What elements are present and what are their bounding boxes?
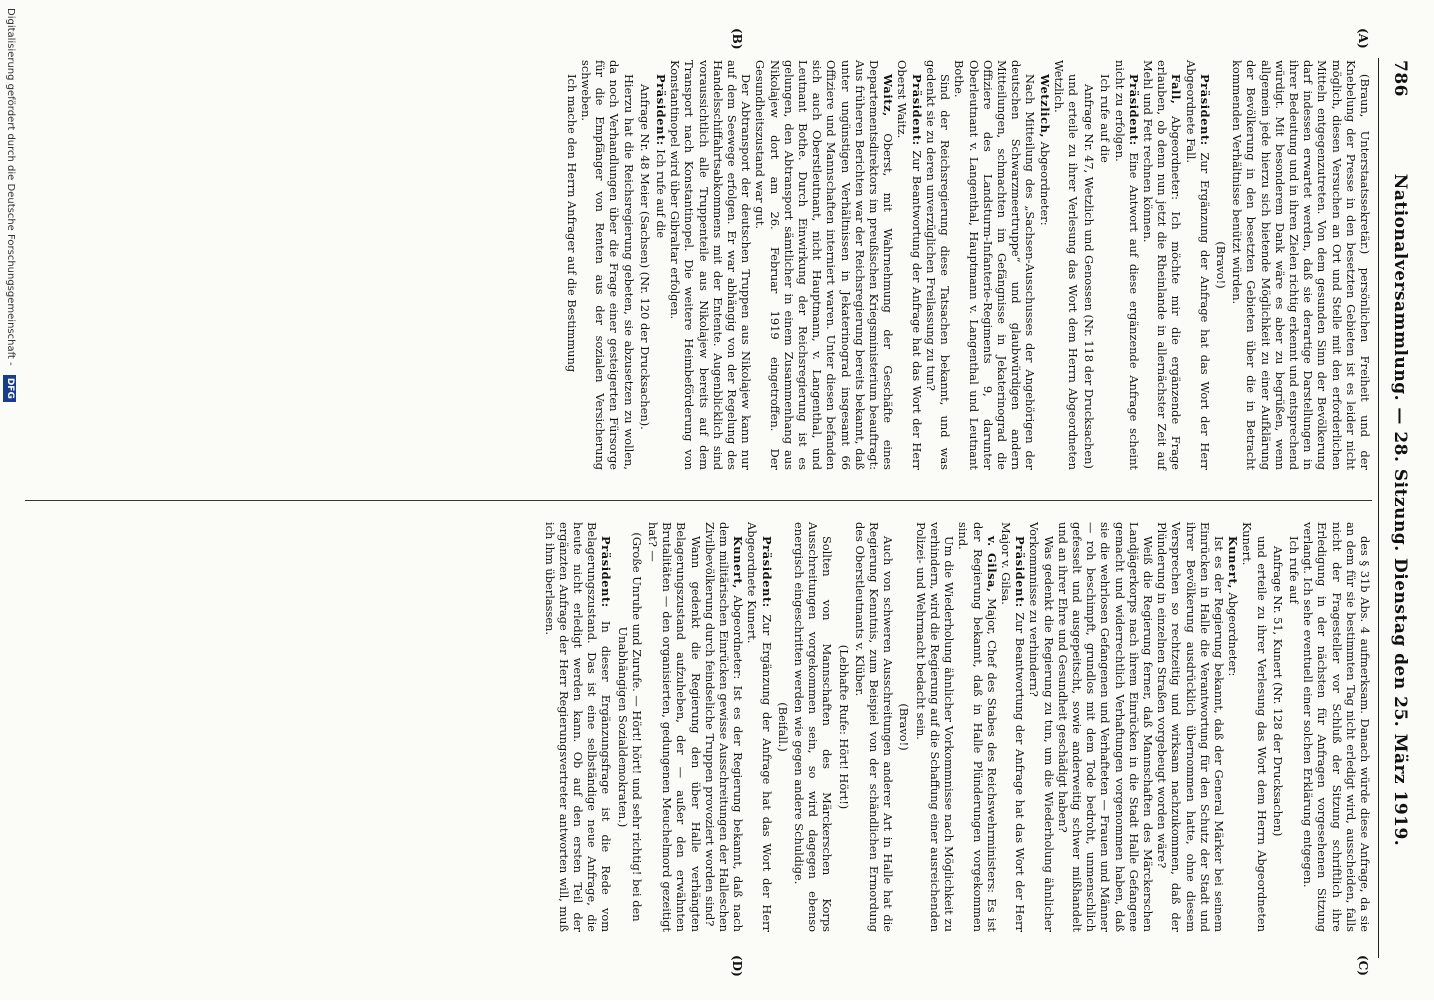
- margin-marker-a: (A): [1356, 28, 1370, 49]
- margin-marker-b: (B): [730, 28, 744, 50]
- speaker-name: Präsident:: [654, 74, 669, 146]
- body-paragraph: Wann gedenkt die Regierung den über Halle verhängten Belagerungszustand aufzuheben, der — außer den erwähnten Brutalitäten — den organisierten, gedungenen Meuchelmord gezeitigt hat? —: [646, 522, 703, 932]
- speech-text: Abgeordneter: Ich möchte mir die ergänzende Frage erlauben, ob denn nun jetzt die Rheinlande in allernächster Zeit auf Mehl und Fett rechnen können.: [1140, 60, 1184, 470]
- speech-paragraph: [703, 522, 746, 932]
- speech-text: Abgeordneter: Ist es der Regierung bekannt, daß nach dem militärischen Einrücken gewisse Ausschreitungen der Halleschen Zivilbevölkerung durch feindseliche Truppen provoziert worden sind?: [702, 522, 746, 933]
- body-paragraph: (Braun, Unterstaatssekretär.) persönlichen Freiheit und der Knebelung der Presse in den besetzten Gebieten ist es leider nicht möglich, diesen Versuchen an Ort und Stelle mit den erforderlichen Mitteln entgegenzutreten. Von dem gesunden Sinn der Bevölkerung darf indessen erwartet werden, daß sie derartige Darstellungen in ihrer Bedeutung und in ihren Zielen richtig erkennt und entsprechend würdigt. Mit besonderem Dank wäre es aber zu begrüßen, wenn allgemein jede hierzu sich bietende Möglichkeit zu einer Aufklärung der Bevölkerung in den besetzten Gebieten über die in Betracht kommenden Verhältnisse benützt würden.: [1230, 60, 1372, 470]
- page-header: [1382, 60, 1416, 960]
- speaker-name: Präsident:: [1126, 74, 1141, 146]
- stage-direction: (Bravo!): [897, 703, 912, 751]
- speech-text: Ich rufe auf die: [654, 149, 669, 239]
- speech-paragraph: [542, 522, 613, 932]
- page-number: 786: [1390, 60, 1410, 97]
- speaker-name: Waitz,: [881, 74, 896, 117]
- running-title: Nationalversammlung. — 28. Sitzung. Dienstag den 25. März 1919.: [1390, 173, 1410, 847]
- body-paragraph: und erteile zu ihrer Verlesung das Wort dem Herrn Abgeordneten Wetzlich.: [1051, 60, 1080, 470]
- stage-direction: (Bravo!): [1213, 241, 1228, 289]
- speech-text: Abgeordneter:: [1226, 592, 1241, 677]
- speech-paragraph: [654, 60, 668, 470]
- body-paragraph: Ist es der Regierung bekannt, daß der General Märker bei seinem Einrücken in Halle die Verantwortung für den Schutz der Stadt und ihrer Bevölkerung ausdrücklich übernommen hatte, ohne diesem Versprechen so rechtzeitig und wirksam nachzukommen, daß der Plünderung in einzelnen Straßen vorgebeugt worden wäre?: [1155, 522, 1226, 932]
- speech-paragraph: [895, 60, 923, 470]
- header-rule: [1378, 58, 1379, 958]
- speech-text: Oberst, mit Wahrnehmung der Geschäfte eines Departementsdirektors im preußischen Kriegsministerium beauftragt: Aus früheren Berichten war der Reichsregierung bereits bekannt, daß unter ungünstigen Verhältnissen in Jekaterinograd insgesamt 66 Offiziere und Mannschaften interniert waren. Unter diesen befanden sich auch Oberstleutnant, nicht Hauptmann, v. Langenthal, und Leutnant Bothe. Durch Einwirkung der Reichsregierung ist es gelungen, den Abtransport sämtlicher in einem Zusammenhang aus Nikolajew dort am 26. Februar 1919 eingetroffen. Der Gesundheitszustand war gut.: [753, 60, 896, 470]
- speaker-name: Präsident:: [759, 536, 774, 608]
- credit-text: Digitalisierung gefördert durch die Deutsche Forschungsgemeinschaft -: [5, 8, 16, 366]
- stage-direction: (Lebhafte Rufe: Hört! Hört!): [836, 644, 851, 810]
- speech-text: Zur Beantwortung der Anfrage hat das Wort der Herr Oberst Waitz.: [895, 60, 924, 470]
- body-paragraph: des § 31b Abs. 4 aufmerksam. Danach würde diese Anfrage, da sie an dem für sie bestimmten Tag nicht erledigt wird, ausscheiden, falls nicht der Fragesteller vor Schluß der Sitzung schriftlich ihre Erledigung in der nächsten für Anfragen vorgesehenen Sitzung verlangt. Ich sehe eventuell einer solchen Erklärung entgegen.: [1301, 522, 1372, 932]
- speech-paragraph: [999, 522, 1027, 932]
- right-column: [542, 522, 1372, 932]
- body-paragraph: Sollten von Mannschaften des Märckerschen Korps Ausschreitungen vorgekommen sein, so wird dagegen ebenso energisch eingeschritten werden wie gegen andere Schuldige.: [792, 522, 835, 932]
- digitization-credit: [0, 0, 20, 1008]
- speaker-name: Präsident:: [599, 536, 614, 608]
- speech-paragraph: [1112, 60, 1140, 470]
- speech-paragraph: [1037, 60, 1051, 470]
- inquiry-reference: Anfrage Nr. 48 Meier (Sachsen) (Nr. 120 der Drucksachen).: [637, 84, 652, 430]
- speaker-name: Fall,: [1169, 74, 1184, 105]
- margin-marker-d: (D): [730, 955, 744, 977]
- speech-text: Zur Ergänzung der Anfrage hat das Wort der Herr Abgeordnete Kunert.: [745, 522, 774, 932]
- speech-text: Eine Antwort auf diese ergänzende Anfrage scheint nicht zu erfolgen.: [1112, 60, 1141, 470]
- body-paragraph: Um die Wiederholung ähnlicher Vorkommnisse nach Möglichkeit zu verhindern, wird die Regierung auf die Schaffung einer ausreichenden Polizei- und Wehrmacht bedacht sein.: [913, 522, 957, 932]
- speech-paragraph: [1183, 60, 1211, 470]
- speech-paragraph: [1226, 522, 1240, 932]
- inquiry-reference: Anfrage Nr. 51, Kunert (Nr. 128 der Drucksachen): [1270, 546, 1285, 837]
- body-paragraph: Nach Mitteilung des „Sachsen-Ausschusses der Angehörigen der deutschen Schwarzmeertruppe“ und glaubwürdigen andern Mitteilungen, schmachten im Gefängnisse in Jekaterinograd die Offiziere des Landsturm-Infanterie-Regiments 9, darunter Oberleutnant v. Langenthal, Hauptmann v. Langenthal und Leutnant Bothe.: [952, 60, 1038, 470]
- speaker-name: Wetzlich,: [1037, 74, 1052, 139]
- stage-direction: (Große Unruhe und Zurufe. — Hört! hört! und sehr richtig! bei den Unabhängigen Sozialdemokraten.): [615, 532, 644, 922]
- speaker-name: v. Gilsa,: [984, 536, 999, 593]
- speech-text: Zur Ergänzung der Anfrage hat das Wort der Herr Abgeordnete Fall.: [1183, 60, 1212, 470]
- speaker-name: Präsident:: [1013, 536, 1028, 608]
- body-paragraph: Ich rufe auf die: [1098, 74, 1113, 163]
- body-paragraph: Ich rufe auf: [1286, 536, 1301, 604]
- body-paragraph: Auch von schweren Ausschreitungen anderer Art in Halle hat die Regierung Kenntnis, zum Beispiel von der schändlichen Ermordung des Oberstleutnants v. Klüber.: [852, 522, 896, 932]
- speech-text: In dieser Ergänzungsfrage ist die Rede vom Belagerungszustand. Das ist eine selbständige neue Anfrage, die heute nicht erledigt werden kann. Ob auf den ersten Teil der ergänzten Anfrage der Herr Regierungsvertreter antworten will, muß ich ihm überlassen.: [542, 522, 614, 932]
- speech-paragraph: [753, 60, 895, 470]
- dfg-logo: DFG: [3, 375, 16, 402]
- inquiry-reference: Anfrage Nr. 47, Wetzlich und Genossen (Nr. 118 der Drucksachen): [1082, 84, 1097, 469]
- body-paragraph: Der Abtransport der deutschen Truppen aus Nikolajew kann nur auf dem Seewege erfolgen. Er war abhängig von der Regelung des Handelsschiffahrtsabkommens mit der Entente. Augenblicklich sind voraussichtlich alle Truppenteile aus Nikolajew bereits auf dem Transport nach Konstantinopel. Die weitere Heimbeförderung von Konstantinopel wird über Gibraltar erfolgen.: [668, 60, 754, 470]
- body-paragraph: Was gedenkt die Regierung zu tun, um die Wiederholung ähnlicher Vorkommnisse zu verhindern?: [1027, 522, 1056, 932]
- speech-text: Abgeordneter:: [1037, 141, 1052, 226]
- left-column: [565, 60, 1372, 470]
- body-paragraph: Hierzu hat die Reichsregierung gebeten, sie abzusetzen zu wollen, da noch Verhandlungen über die Frage einer gesteigerten Fürsorge für die Empfänger von Renten aus der sozialen Versicherung schweben.: [579, 60, 636, 470]
- margin-marker-c: (C): [1356, 955, 1370, 976]
- speech-paragraph: [1141, 60, 1184, 470]
- speech-text: Zur Beantwortung der Anfrage hat das Wort der Herr Major v. Gilsa.: [998, 522, 1028, 932]
- stage-direction: (Beifall.): [775, 702, 790, 752]
- speech-text: Major, Chef des Stabes des Reichswehrministers: Es ist der Regierung bekannt, daß in Halle Plünderungen vorgekommen sind.: [956, 522, 999, 932]
- speech-paragraph: [745, 522, 773, 932]
- speaker-name: Kunert,: [1226, 536, 1241, 589]
- speaker-name: Präsident:: [909, 74, 924, 146]
- body-paragraph: Ich mache den Herrn Anfrager auf die Bestimmung: [564, 74, 579, 373]
- column-divider: [25, 500, 1372, 501]
- body-paragraph: Sind der Reichsregierung diese Tatsachen bekannt, und was gedenkt sie zu deren unverzüglichen Freilassung zu tun?: [923, 60, 953, 470]
- speech-paragraph: [956, 522, 999, 932]
- body-paragraph: und erteile zu ihrer Verlesung das Wort dem Herrn Abgeordneten Kunert.: [1240, 522, 1269, 932]
- body-paragraph: Weiß die Regierung ferner, daß Mannschaften des Märckerschen Landjägerkorps nach ihrem Einrücken in die Stadt Halle Gefangene gemacht und widerrechtlich Verhaftungen vorgenommen haben, daß sie die wehrlosen Gefangenen und Verhafteten — Frauen und Männer — roh beschimpft, grundlos mit dem Tode bedroht, unmenschlich gefesselt und ausgepeitscht, sowie anderweitig schwer mißhandelt und an ihrer Ehre und Gesundheit geschädigt haben?: [1055, 522, 1155, 932]
- speaker-name: Präsident:: [1197, 74, 1212, 146]
- speaker-name: Kunert,: [731, 536, 746, 589]
